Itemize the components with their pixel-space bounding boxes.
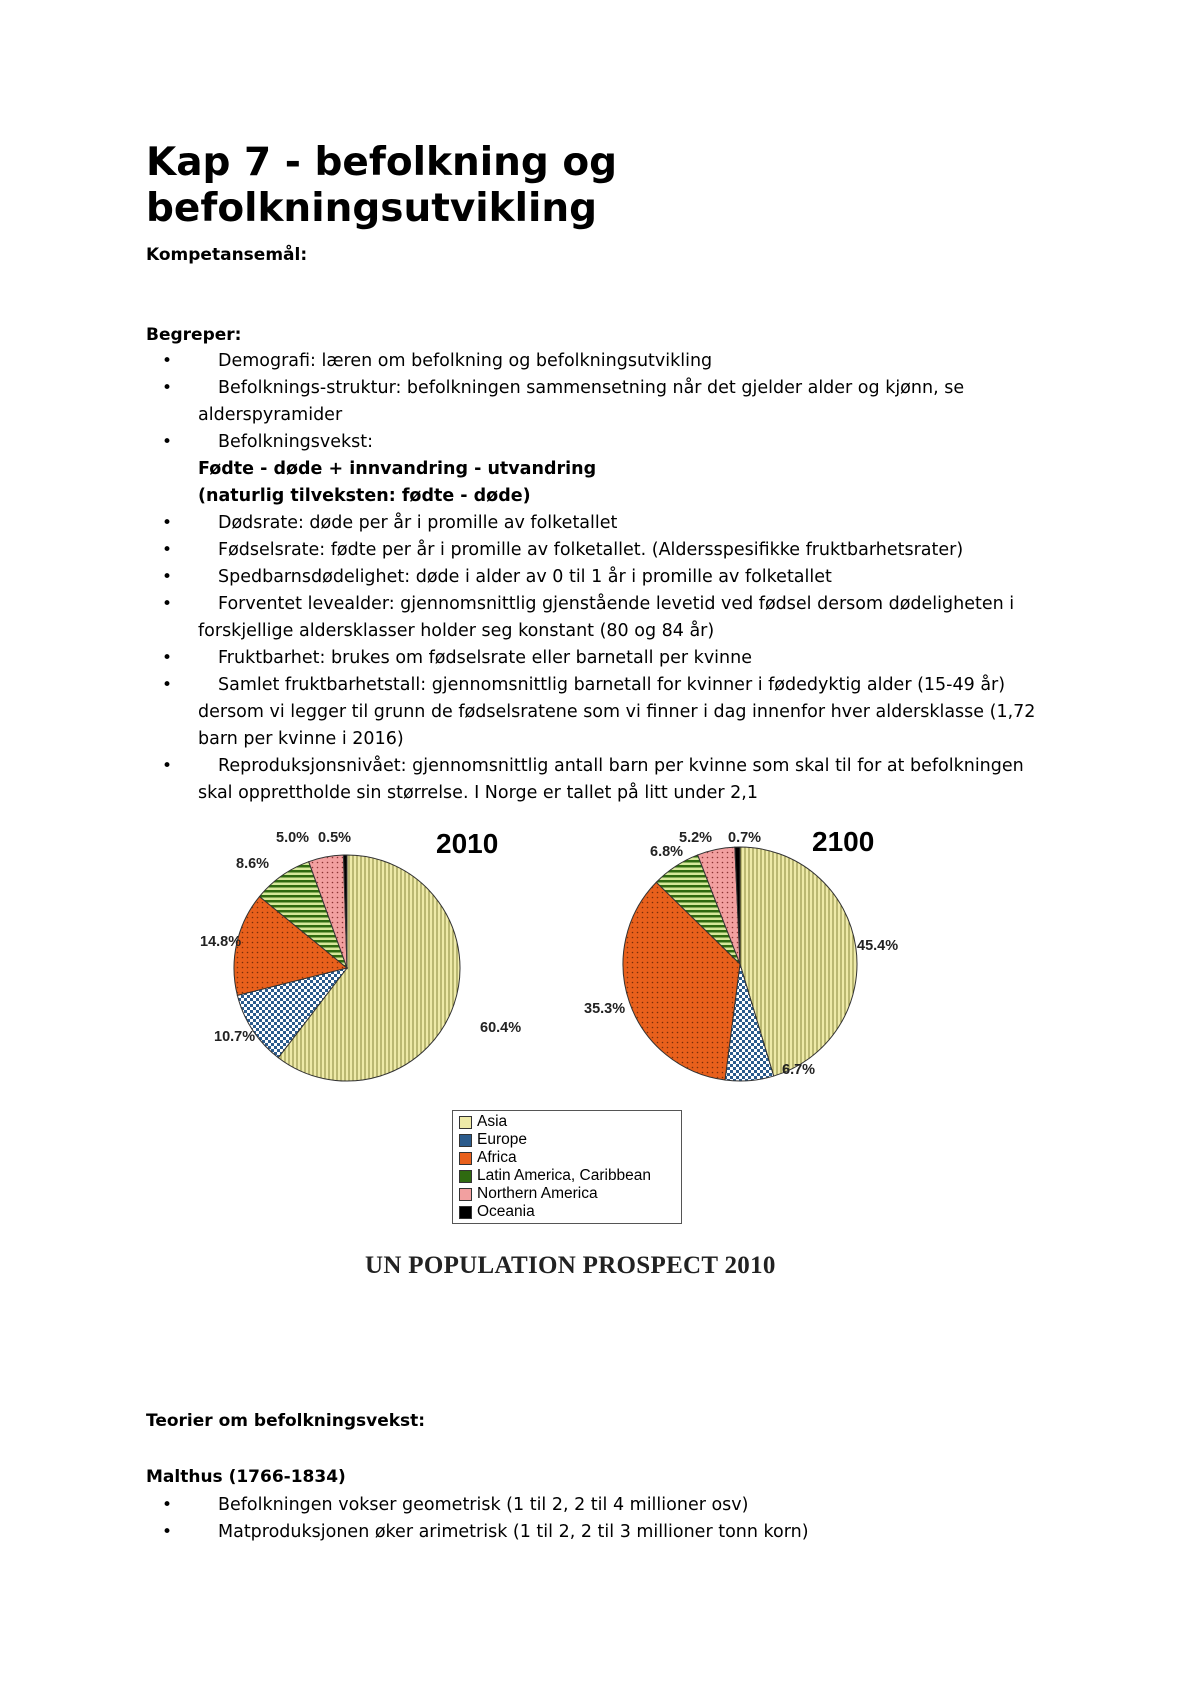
pie-2010-title: 2010 (436, 828, 499, 859)
label-asia: 60.4% (480, 1020, 522, 1036)
label-latam: 6.8% (650, 844, 684, 860)
bullet-icon: • (162, 594, 173, 614)
list-item: • Befolkningsvekst: (146, 429, 1066, 456)
formula-line: (naturlig tilveksten: fødte - døde) (198, 486, 531, 506)
list-item: • Demografi: læren om befolkning og befolkningsutvikling (146, 348, 1066, 375)
bullet-icon: • (162, 756, 173, 776)
list-item: • Fruktbarhet: brukes om fødselsrate eller barnetall per kvinne (146, 645, 1066, 672)
label-asia: 45.4% (857, 938, 899, 954)
na-swatch-icon (459, 1188, 472, 1201)
label-latam: 8.6% (236, 856, 270, 872)
pie-charts-svg (160, 820, 1040, 1120)
bullet-icon: • (162, 378, 173, 398)
theories-label: Teorier om befolkningsvekst: (146, 1411, 426, 1431)
bullet-icon: • (162, 1495, 173, 1515)
label-northern-america: 5.2% (679, 830, 713, 846)
list-item: • Forventet levealder: gjennomsnittlig gjenstående levetid ved fødsel dersom dødeligheten i forskjellige aldersklasser holder seg konstant (80 og 84 år) (146, 591, 1066, 645)
label-europe: 6.7% (782, 1062, 816, 1078)
list-item: • Reproduksjonsnivået: gjennomsnittlig antall barn per kvinne som skal til for at befolkningen skal opprettholde sin størrelse. I Norge er tallet på litt under 2,1 (146, 753, 1066, 807)
competence-label: Kompetansemål: (146, 245, 308, 265)
legend-item-oceania: Oceania (459, 1203, 675, 1221)
list-item: • Samlet fruktbarhetstall: gjennomsnittlig barnetall for kvinner i fødedyktig alder (15-49 år) dersom vi legger til grunn de fødselsratene som vi finner i dag innenfor hver aldersklasse (1,72 barn per kvinne i 2016) (146, 672, 1066, 753)
label-northern-america: 5.0% (276, 830, 310, 846)
list-item: • Fødselsrate: fødte per år i promille av folketallet. (Aldersspesifikke fruktbarhetsrater) (146, 537, 1066, 564)
bullet-icon: • (162, 675, 173, 695)
pie-2010 (200, 830, 521, 1081)
list-item: • Spedbarnsdødelighet: døde i alder av 0 til 1 år i promille av folketallet (146, 564, 1066, 591)
malthus-label: Malthus (1766-1834) (146, 1467, 346, 1487)
list-item: • Befolkningen vokser geometrisk (1 til 2, 2 til 4 millioner osv) (146, 1492, 1046, 1519)
label-africa: 14.8% (200, 934, 242, 950)
bullet-icon: • (162, 1522, 173, 1542)
bullet-icon: • (162, 432, 173, 452)
bullet-icon: • (162, 648, 173, 668)
malthus-list (146, 1492, 1046, 1546)
formula-line: Fødte - døde + innvandring - utvandring (198, 459, 597, 479)
legend-item-latam: Latin America, Caribbean (459, 1167, 675, 1185)
pie-2100 (584, 830, 898, 1081)
chart-source: UN POPULATION PROSPECT 2010 (365, 1252, 776, 1279)
list-item: • Matproduksjonen øker arimetrisk (1 til 2, 2 til 3 millioner tonn korn) (146, 1519, 1046, 1546)
page-title: Kap 7 - befolkning og befolkningsutvikling (146, 140, 618, 231)
list-item: • Dødsrate: døde per år i promille av folketallet (146, 510, 1066, 537)
bullet-icon: • (162, 540, 173, 560)
label-europe: 10.7% (214, 1029, 256, 1045)
label-africa: 35.3% (584, 1001, 626, 1017)
legend-item-africa: Africa (459, 1149, 675, 1167)
pie-2100-title: 2100 (812, 826, 875, 857)
concepts-label: Begreper: (146, 325, 242, 345)
chart-legend (452, 1110, 682, 1224)
bullet-icon: • (162, 513, 173, 533)
legend-item-europe: Europe (459, 1131, 675, 1149)
latam-swatch-icon (459, 1170, 472, 1183)
legend-item-na: Northern America (459, 1185, 675, 1203)
oceania-swatch-icon (459, 1206, 472, 1219)
legend-item-asia: Asia (459, 1113, 675, 1131)
pie-charts-figure (160, 820, 1040, 1280)
bullet-icon: • (162, 351, 173, 371)
africa-swatch-icon (459, 1152, 472, 1165)
bullet-icon: • (162, 567, 173, 587)
label-oceania: 0.5% (318, 830, 352, 846)
europe-swatch-icon (459, 1134, 472, 1147)
asia-swatch-icon (459, 1116, 472, 1129)
label-oceania: 0.7% (728, 830, 762, 846)
concepts-list (146, 348, 1066, 807)
list-item: • Befolknings-struktur: befolkningen sammensetning når det gjelder alder og kjønn, se alderspyramider (146, 375, 1066, 429)
